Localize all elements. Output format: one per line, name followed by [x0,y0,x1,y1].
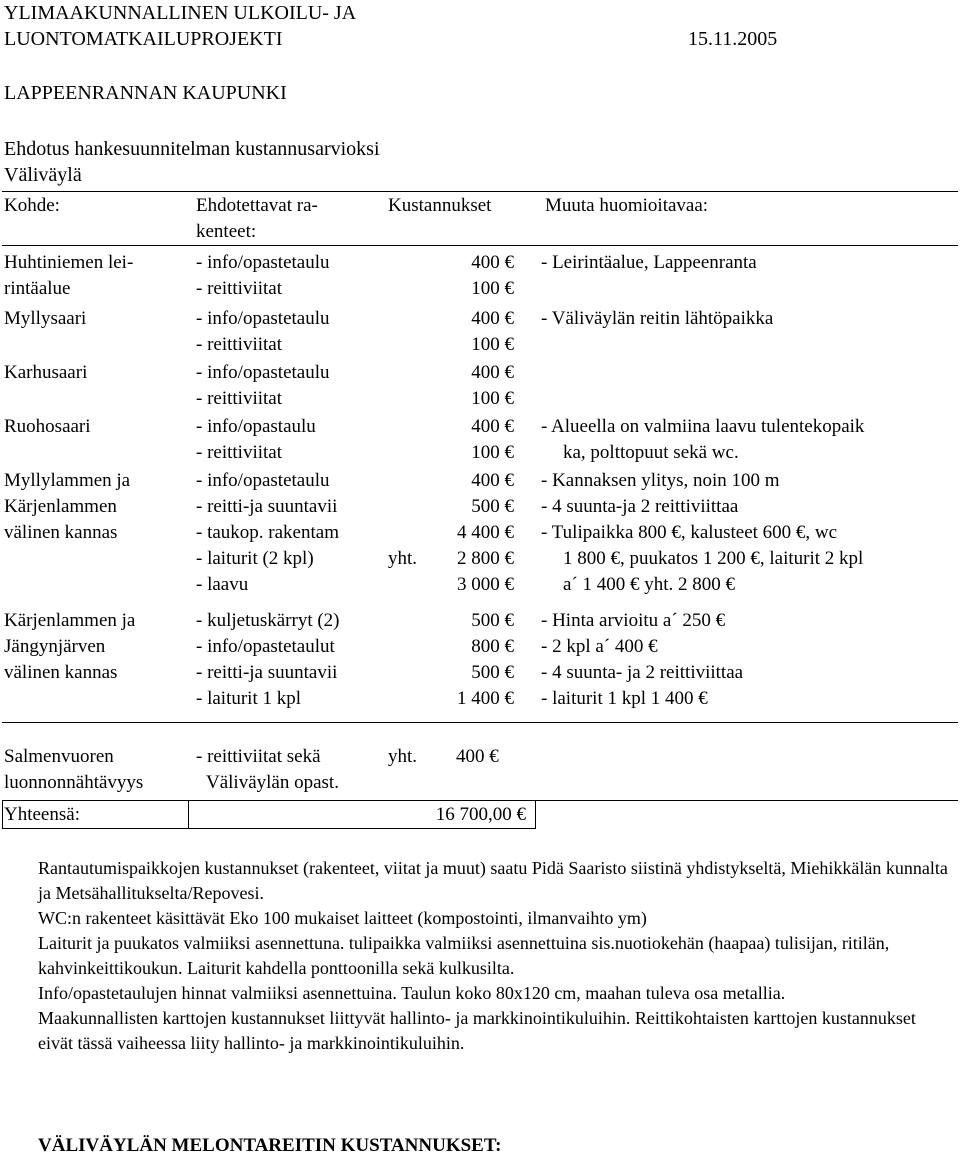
row-structures [196,414,316,466]
row-cost-value: 400 € [471,362,514,383]
notes-paragraph: Maakunnallisten karttojen kustannukset liittyvät hallinto- ja markkinointikuluihin. Reittikohtaisten karttojen kustannukset eivät tässä vaiheessa liity hallinto- ja markkinointikuluihin. [38,1008,916,1053]
row-site-line: rintäalue [4,278,71,299]
row-site-line: välinen kannas [4,662,118,683]
row-cost-value: 4 400 € [457,522,514,543]
row-note-line: 1 800 €, puukatos 1 200 €, laiturit 2 kpl [563,548,864,569]
row-structure-item: - laiturit (2 kpl) [196,548,314,569]
row-site-line: Myllylammen ja [4,470,131,491]
project-title-line2: LUONTOMATKAILUPROJEKTI [4,28,283,50]
notes-section [38,856,950,1056]
row-note-line: - 4 suunta-ja 2 reittiviittaa [541,496,739,517]
total-right-rule [535,800,536,828]
melontareitti-heading: VÄLIVÄYLÄN MELONTAREITIN KUSTANNUKSET: [38,1135,502,1156]
row-structure-item: - reitti-ja suuntavii [196,662,338,683]
row-cost-value: 800 € [471,636,514,657]
row-site [4,608,135,686]
salmenvuori-site-line: luonnonnähtävyys [4,772,144,793]
column-header-structures-line1: Ehdotettavat ra- [196,195,318,216]
row-site-line: Huhtiniemen lei- [4,252,134,273]
row-cost-value: 500 € [471,496,514,517]
row-structures [196,360,330,412]
notes-paragraph: Info/opastetaulujen hinnat valmiiksi asennettuina. Taulun koko 80x120 cm, maahan tuleva osa metallia. [38,983,786,1003]
route-name: Väliväylä [4,164,82,186]
row-structures [196,608,340,712]
row-cost-value: 100 € [471,278,514,299]
salmenvuori-item: Väliväylän opast. [206,772,339,793]
row-cost-value: 500 € [471,610,514,631]
row-site-line: Kärjenlammen [4,496,117,517]
row-notes [541,414,864,466]
row-note-line: - Leirintäalue, Lappeenranta [541,252,757,273]
table-bottom-rule [2,722,958,723]
organization-name: LAPPEENRANNAN KAUPUNKI [4,82,287,104]
row-structure-item: - kuljetuskärryt (2) [196,610,340,631]
notes-paragraph: WC:n rakenteet käsittävät Eko 100 mukaiset laitteet (kompostointi, ilmanvaihto ym) [38,908,647,928]
column-header-site: Kohde: [4,195,60,216]
salmenvuori-item: - reittiviitat sekä [196,746,321,767]
row-site-line: välinen kannas [4,522,118,543]
total-label: Yhteensä: [4,804,80,825]
row-costs [420,414,514,466]
row-site-line: Jängynjärven [4,636,106,657]
row-note-line: - laiturit 1 kpl 1 400 € [541,688,708,709]
project-title-line1: YLIMAAKUNNALLINEN ULKOILU- JA [4,2,357,24]
row-cost-value: 100 € [471,388,514,409]
row-structures [196,468,339,598]
row-structure-item: - laiturit 1 kpl [196,688,302,709]
row-structure-item: - reittiviitat [196,388,283,409]
row-costs [420,468,514,598]
row-site [4,360,87,386]
row-cost-value: 400 € [471,252,514,273]
row-notes [541,608,743,712]
row-cost-value: 3 000 € [457,574,514,595]
row-structure-item: - laavu [196,574,249,595]
salmenvuori-site-line: Salmenvuoren [4,746,114,767]
row-note-line: - Tulipaikka 800 €, kalusteet 600 €, wc [541,522,838,543]
column-header-costs: Kustannukset [388,195,492,216]
row-structure-item: - reittiviitat [196,278,283,299]
row-notes [541,250,757,276]
row-structures [196,250,330,302]
row-note-line: - Hinta arvioitu a´ 250 € [541,610,726,631]
row-structure-item: - info/opastaulu [196,416,316,437]
row-site-line: Ruohosaari [4,416,91,437]
row-site [4,306,86,332]
notes-paragraph: Laiturit ja puukatos valmiiksi asennettuna. tulipaikka valmiiksi asennettuina sis.nuotiokehän (haapaa) tulisijan, ritilän, kahvinkeittikoukun. Laiturit kahdella ponttoonilla sekä kulkusilta. [38,933,890,978]
row-cost-value: 100 € [471,334,514,355]
column-header-notes: Muuta huomioitavaa: [545,195,709,216]
row-site-line: Karhusaari [4,362,88,383]
total-left-rule [2,800,3,828]
row-site-line: Kärjenlammen ja [4,610,136,631]
row-structure-item: - reittiviitat [196,334,283,355]
table-top-rule [2,191,958,192]
row-note-line: - Alueella on valmiina laavu tulentekopaik [541,416,865,437]
total-top-rule [2,800,958,801]
row-cost-value: 2 800 € [457,548,514,569]
row-note-line: - Väliväylän reitin lähtöpaikka [541,308,774,329]
row-note-line: a´ 1 400 € yht. 2 800 € [563,574,736,595]
row-structure-item: - taukop. rakentam [196,522,339,543]
row-cost-value: 1 400 € [457,688,514,709]
row-site [4,414,91,440]
document-date: 15.11.2005 [688,28,778,50]
row-structures [196,306,330,358]
salmenvuori-site [4,744,143,796]
row-notes [541,468,863,598]
column-header-structures-line2: kenteet: [196,221,257,242]
row-costs [420,360,514,412]
salmenvuori-cost: 400 € [456,746,499,767]
row-structure-item: - info/opastetaulut [196,636,335,657]
notes-paragraph: Rantautumispaikkojen kustannukset (rakenteet, viitat ja muut) saatu Pidä Saaristo siistinä yhdistykseltä, Miehikkälän kunnalta ja Metsähallitukselta/Repovesi. [38,858,948,903]
row-cost-value: 400 € [471,416,514,437]
row-note-line: ka, polttopuut sekä wc. [563,442,739,463]
row-site-line: Myllysaari [4,308,87,329]
row-structure-item: - info/opastetaulu [196,362,330,383]
header-bottom-rule [2,245,958,246]
total-divider-rule [188,800,189,828]
row-cost-value: 500 € [471,662,514,683]
row-note-line: - 4 suunta- ja 2 reittiviittaa [541,662,744,683]
total-value: 16 700,00 € [435,804,526,825]
row-structure-item: - info/opastetaulu [196,470,330,491]
row-note-line: - Kannaksen ylitys, noin 100 m [541,470,780,491]
proposal-title: Ehdotus hankesuunnitelman kustannusarvioksi [4,138,380,160]
row-cost-prefix: yht. [388,548,418,569]
row-site [4,250,133,302]
row-costs [420,250,514,302]
row-structure-item: - reitti-ja suuntavii [196,496,338,517]
salmenvuori-items [196,744,339,796]
row-costs [420,608,514,712]
row-cost-value: 400 € [471,470,514,491]
row-structure-item: - info/opastetaulu [196,252,330,273]
row-cost-value: 100 € [471,442,514,463]
row-structure-item: - info/opastetaulu [196,308,330,329]
row-cost-value: 400 € [471,308,514,329]
row-site [4,468,130,546]
row-note-line: - 2 kpl a´ 400 € [541,636,658,657]
row-costs [420,306,514,358]
salmenvuori-prefix: yht. [388,746,418,767]
row-structure-item: - reittiviitat [196,442,283,463]
total-bottom-rule [2,828,536,829]
row-notes [541,306,773,332]
